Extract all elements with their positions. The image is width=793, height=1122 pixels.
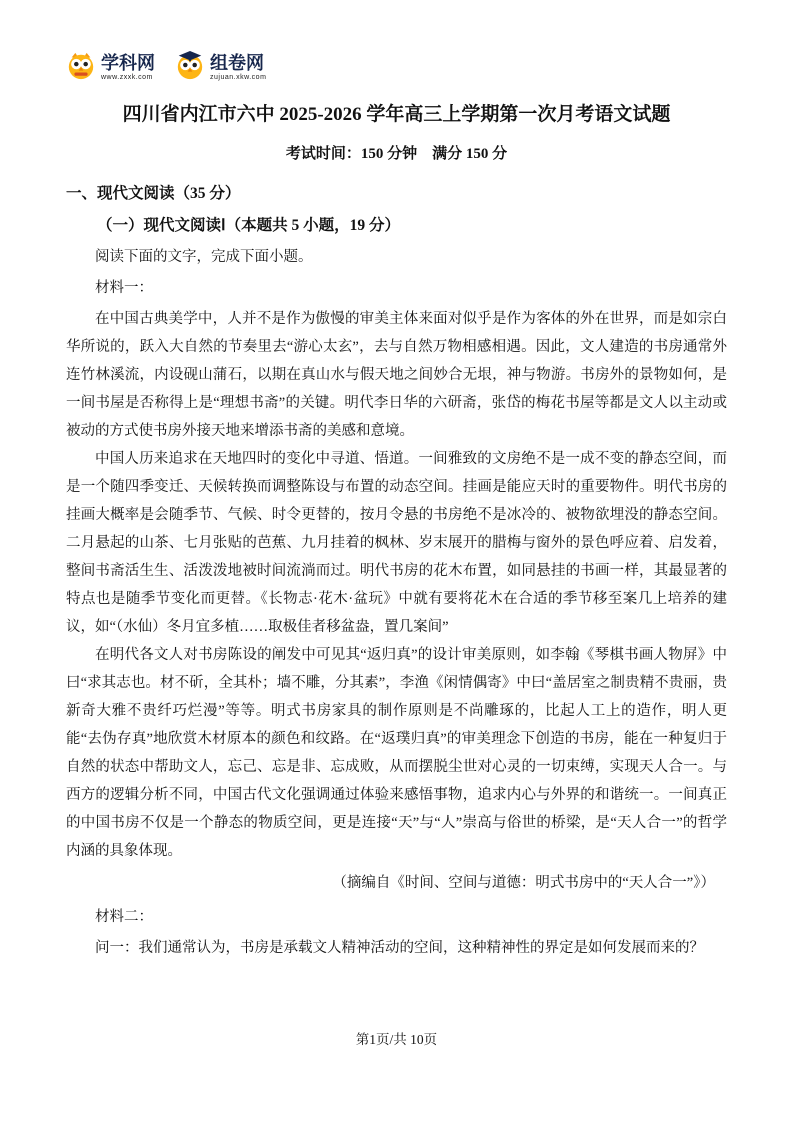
section-1-1-heading: （一）现代文阅读Ⅰ（本题共 5 小题，19 分） [97,217,400,234]
owl-graduate-icon [175,50,205,85]
zujuan-logo-url: zujuan.xkw.com [210,74,267,81]
zxxk-logo [66,50,155,85]
material-1-paragraph-3: 在明代各文人对书房陈设的阐发中可见其“返归真”的设计审美原则，如李翰《琴棋书画人物屏》中曰“求其志也。材不斫，全其朴；墙不雕，分其素”，李渔《闲情偶寄》中曰“盖居室之制贵精不贵丽，贵新奇大雅不贵纤巧烂漫”等等。明式书房家具的制作原则是不尚雕琢的，比起人工上的造作，明人更能“去伪存真”地欣赏木材原本的颜色和纹路。在“返璞归真”的审美理念下创造的书房，能在一种复归于自然的状态中帮助文人，忘己、忘是非、忘成败，从而摆脱尘世对心灵的一切束缚，实现天人合一。与西方的逻辑分析不同，中国古代文化强调通过体验来感悟事物，追求内心与外界的和谐统一。一间真正的中国书房不仅是一个静态的物质空间，更是连接“天”与“人”崇高与俗世的桥梁，是“天人合一”的哲学内涵的具象体现。 [66,647,727,859]
material-1-label: 材料一： [95,280,153,296]
material-2-question-1: 问一：我们通常认为，书房是承载文人精神活动的空间，这种精神性的界定是如何发展而来的？ [95,940,704,956]
material-1-paragraph-2: 中国人历来追求在天地四时的变化中寻道、悟道。一间雅致的文房绝不是一成不变的静态空间，而是一个随四季变迁、天候转换而调整陈设与布置的动态空间。挂画是能应天时的重要物件。明代书房的挂画大概率是会随季节、气候、时令更替的，按月令悬的书房绝不是冰冷的、被物欲埋没的静态空间。二月悬起的山茶、七月张贴的芭蕉、九月挂着的枫林、岁末展开的腊梅与窗外的景色呼应着、启发着，整间书斋活生生、活泼泼地被时间流淌而过。明代书房的花木布置，如同悬挂的书画一样，其最显著的特点也是随季节变化而更替。《长物志·花木·盆玩》中就有要将花木在合适的季节移至案几上培养的建议，如“（水仙）冬月宜多植……取极佳者移盆盎，置几案间” [66,451,727,635]
zxxk-logo-url: www.zxxk.com [101,74,153,81]
header-logos [66,50,727,85]
material-1-paragraph-1: 在中国古典美学中，人并不是作为傲慢的审美主体来面对似乎是作为客体的外在世界，而是如宗白华所说的，跃入大自然的节奏里去“游心太玄”，去与自然万物相感相遇。因此，文人建造的书房通常外连竹林溪流，内设砚山蒲石，以期在真山水与假天地之间妙合无垠，神与物游。书房外的景物如何，是一间书屋是否称得上是“理想书斋”的关键。明代李日华的六研斋，张岱的梅花书屋等都是文人以主动或被动的方式使书房外接天地来增添书斋的美感和意境。 [66,311,727,439]
reading-instruction: 阅读下面的文字，完成下面小题。 [95,249,313,265]
owl-icon [66,50,96,85]
page-number: 第1页/共 10页 [355,1032,438,1047]
exam-title: 四川省内江市六中 2025-2026 学年高三上学期第一次月考语文试题 [122,104,671,125]
zxxk-logo-name: 学科网 [101,53,155,73]
section-1-heading: 一、现代文阅读（35 分） [66,185,241,202]
material-1-attribution: （摘编自《时间、空间与道德：明式书房中的“天人合一”》） [332,875,715,891]
material-2-label: 材料二： [95,909,153,925]
exam-subtitle: 考试时间：150 分钟 满分 150 分 [285,146,508,162]
zujuan-logo-name: 组卷网 [210,53,264,73]
zujuan-logo [175,50,266,85]
